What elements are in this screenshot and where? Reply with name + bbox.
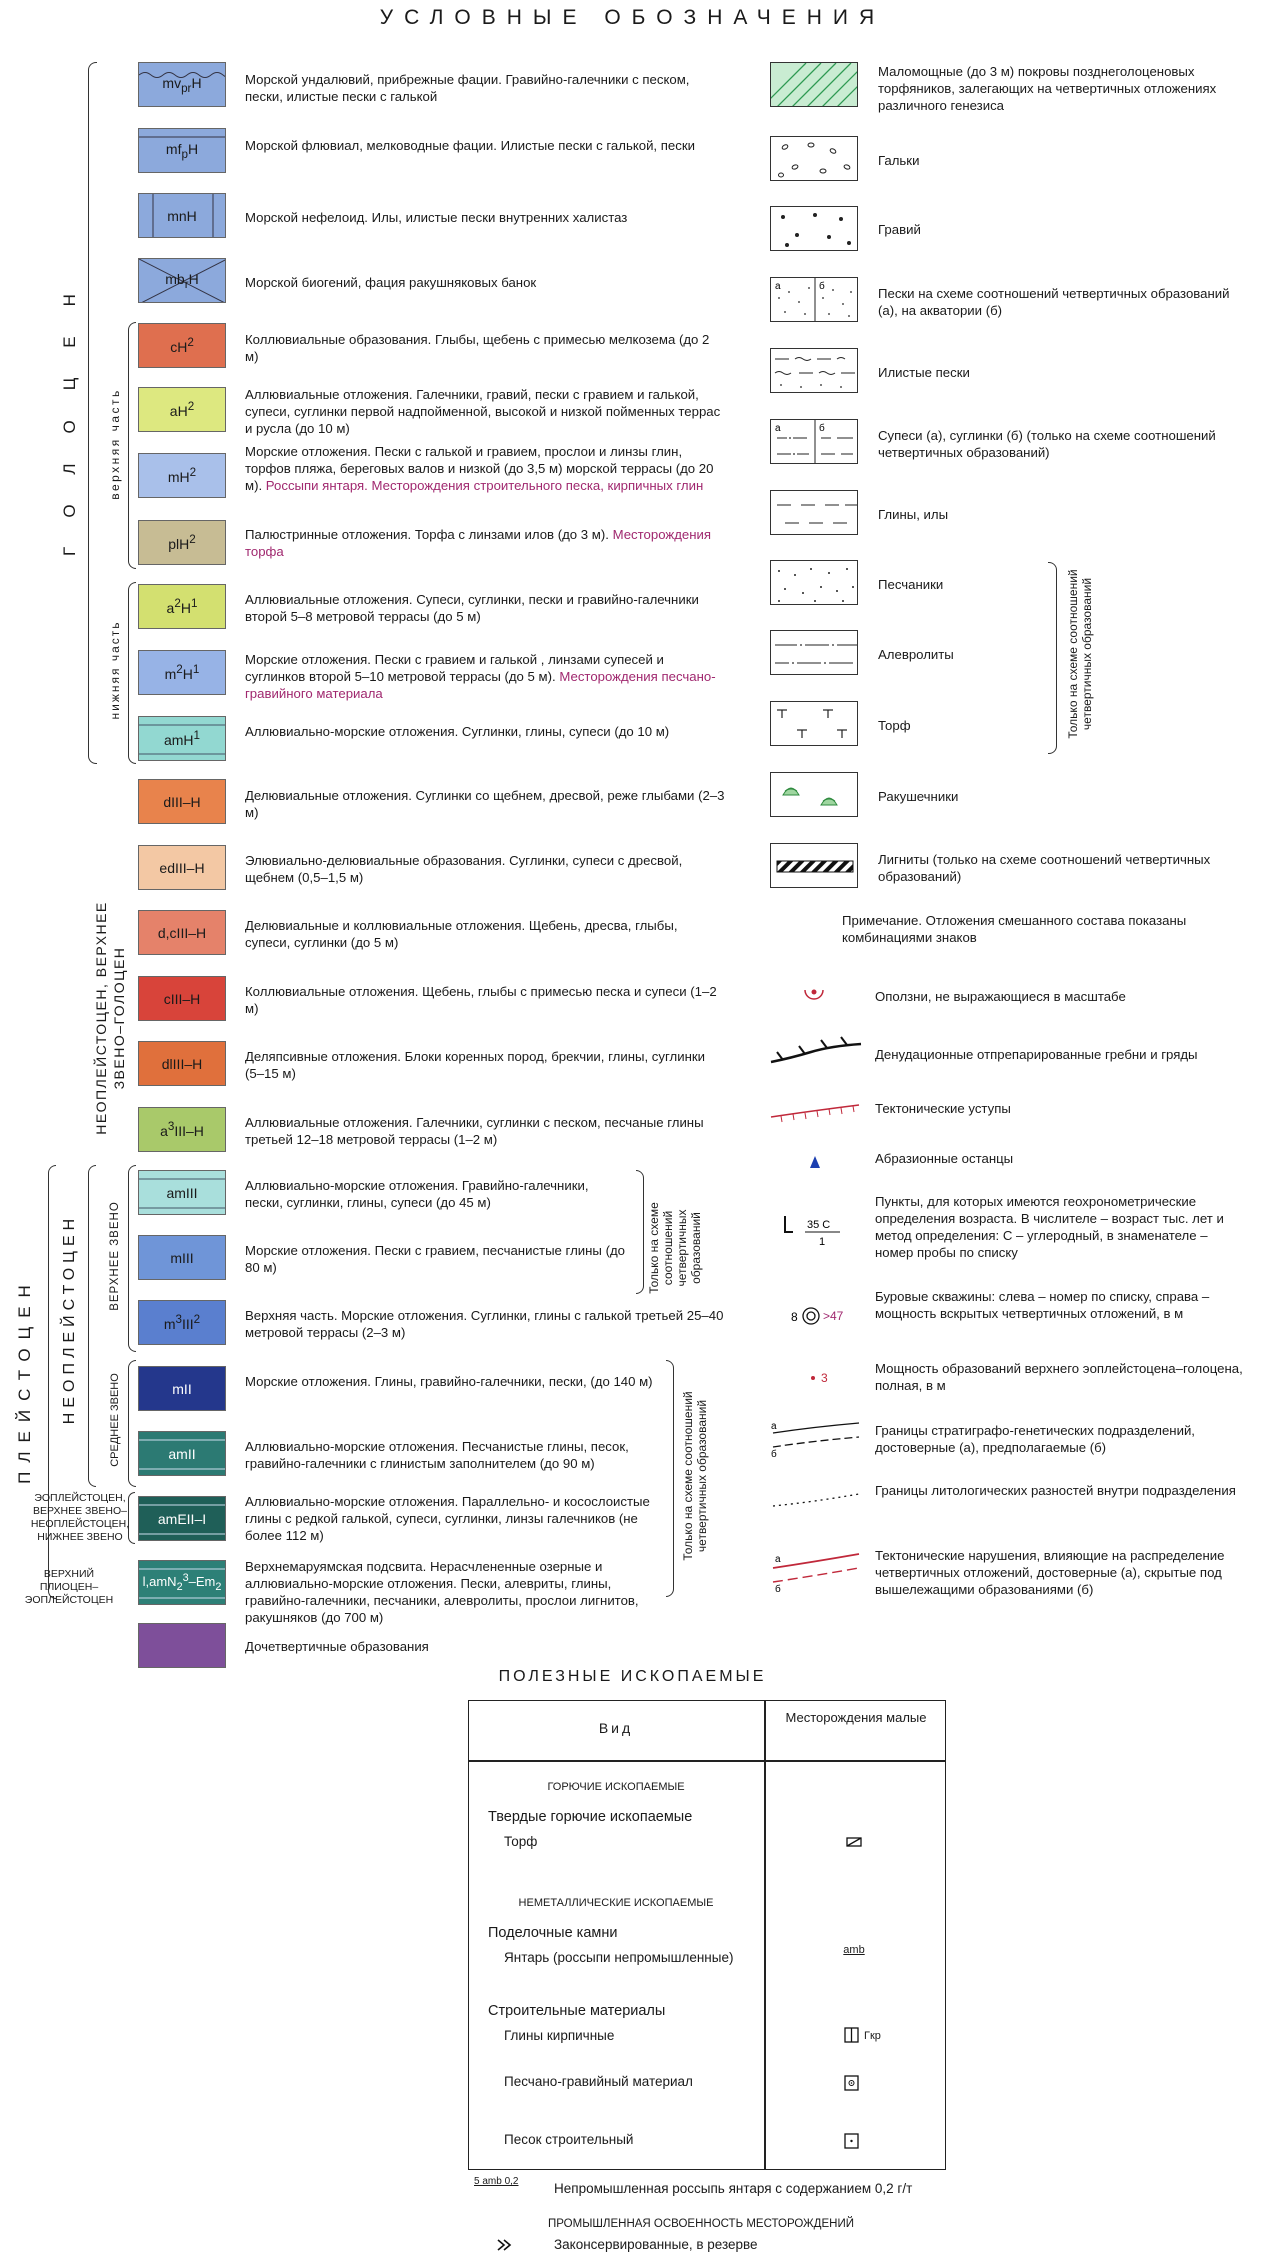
swatch-code: amIII	[166, 1184, 198, 1201]
swatch-code: plH$^2$	[168, 533, 196, 552]
desc-deluvial: Делювиальные отложения. Суглинки со щебнем, дресвой, реже глыбами (2–3 м)	[245, 788, 725, 820]
scheme-label-2-text: Только на схеме соотношений четвертичных образований	[681, 1391, 709, 1561]
sands-label-b: б	[819, 281, 825, 292]
swatch-code: mII	[172, 1380, 192, 1397]
holocene-bracket	[88, 62, 97, 764]
footnote-symbol: 5 amb 0,2	[474, 2176, 519, 2187]
geochron-point-icon	[765, 1210, 865, 1254]
swatch-marine-biogenic	[138, 258, 226, 303]
reserve-icon	[494, 2236, 514, 2254]
geochron-denominator: 1	[819, 1236, 826, 1248]
pleistocene-label: ПЛЕЙСТОЦЕН	[15, 1276, 34, 1484]
swatch-colluvial-iii	[138, 976, 226, 1021]
desc-thickness: Мощность образований верхнего эоплейстоцена–голоцена, полная, в м	[875, 1361, 1243, 1393]
pattern-sandstones	[770, 560, 858, 605]
swatch-code: cIII–H	[163, 990, 201, 1007]
desc-shell-rocks: Ракушечники	[878, 789, 959, 804]
scheme-label-2	[681, 1356, 709, 1596]
legend-title: УСЛОВНЫЕ ОБОЗНАЧЕНИЯ	[379, 6, 886, 29]
swatch-eluvial-deluvial	[138, 845, 226, 890]
lower-part-bracket	[128, 582, 136, 764]
desc-colluvial-h2: Коллювиальные образования. Глыбы, щебень с примесью мелкозема (до 2 м)	[245, 332, 710, 364]
thickness-value: 3	[821, 1371, 828, 1385]
swatch-alluvial-h2	[138, 387, 226, 432]
col-kind-header: Вид	[598, 1720, 634, 1736]
loam-label-b: б	[819, 423, 825, 434]
desc-marine-ii: Морские отложения. Глины, гравийно-галечники, пески, (до 140 м)	[245, 1374, 653, 1389]
item-solid-combustible: Твердые горючие ископаемые	[488, 1809, 693, 1825]
borehole-depth: >47	[823, 1309, 844, 1323]
swatch-alluvial-marine-h1	[138, 716, 226, 761]
swatch-marine-h1	[138, 650, 226, 695]
section-combustible: ГОРЮЧИЕ ИСКОПАЕМЫЕ	[547, 1781, 685, 1793]
upper-part-label: верхняя часть	[108, 388, 122, 500]
upper-part-bracket	[128, 322, 136, 569]
swatch-code: $cH^2$	[170, 336, 194, 355]
desc-marine-iii: Морские отложения. Пески с гравием, песчанистые глины (до 80 м)	[245, 1243, 625, 1275]
reserve-text: Законсервированные, в резерве	[554, 2237, 758, 2252]
swatch-colluvial-h2	[138, 323, 226, 368]
desc-marine-biogenic: Морской биогений, фация ракушняковых банок	[245, 275, 537, 290]
litho-boundary-icon	[765, 1480, 865, 1520]
desc-litho-boundary: Границы литологических разностей внутри подразделения	[875, 1483, 1236, 1498]
scheme-bracket-2	[666, 1360, 674, 1597]
swatch-code: amH$^1$	[163, 729, 201, 748]
pattern-pebbles	[770, 136, 858, 181]
upper-link-bracket	[128, 1165, 136, 1352]
swatch-code: $mv_{pr}H$	[162, 74, 202, 95]
brick-clay-deposit-label: Гкр	[864, 2030, 881, 2042]
geochron-numerator: 35 С	[807, 1219, 831, 1231]
industrial-title: ПРОМЫШЛЕННАЯ ОСВОЕННОСТЬ МЕСТОРОЖДЕНИЙ	[548, 2218, 854, 2230]
desc-marine-h1: Морские отложения. Пески с гравием и галькой , линзами супесей и суглинков второй 5–10 метровой террасы (до 5 м). Месторождения песчано-гравийного материала	[245, 652, 716, 701]
footnote-text: Непромышленная россыпь янтаря с содержанием 0,2 г/т	[554, 2181, 913, 2196]
upper-pliocene-label: ВЕРХНИЙ ПЛИОЦЕН– ЭОПЛЕЙСТОЦЕН	[24, 1568, 114, 1606]
item-peat: Торф	[504, 1834, 538, 1849]
landslide-icon	[765, 980, 865, 1020]
swatch-alluvial-marine-eopleist	[138, 1496, 226, 1541]
pattern-gravel	[770, 206, 858, 251]
desc-peat-cover: Маломощные (до 3 м) покровы позднеголоценовых торфяников, залегающих на четвертичных отложениях различного генезиса	[878, 64, 1217, 113]
swatch-code: $mb_rH$	[165, 270, 199, 291]
neopleist-upper-holocene-text: НЕОПЛЕЙСТОЦЕН, ВЕРХНЕЕ ЗВЕНО–ГОЛОЦЕН	[93, 901, 127, 1135]
desc-sandstones: Песчаники	[878, 577, 944, 592]
minerals-title: ПОЛЕЗНЫЕ ИСКОПАЕМЫЕ	[498, 1668, 767, 1685]
sand-gravel-deposit-icon	[842, 2072, 862, 2094]
swatch-marine-undalluvium	[138, 62, 226, 107]
swatch-code: d,cIII–H	[157, 924, 207, 941]
swatch-marine-nepheloid	[138, 193, 226, 238]
desc-strat-boundary: Границы стратиграфо-генетических подразделений, достоверные (а), предполагаемые (б)	[875, 1423, 1195, 1455]
desc-marine-undalluvium: Морской ундалювий, прибрежные фации. Гравийно-галечники с песком, пески, илистые пески с галькой	[245, 72, 690, 104]
swatch-marine-ii	[138, 1366, 226, 1411]
swatch-code: amEII–I	[157, 1510, 207, 1527]
strat-boundary-icon	[765, 1415, 865, 1459]
desc-borehole: Буровые скважины: слева – номер по списку, справа – мощность вскрытых четвертичных отложений, в м	[875, 1289, 1210, 1321]
swatch-marine-fluvial	[138, 128, 226, 173]
swatch-code: amII	[168, 1445, 196, 1462]
desc-alluvial-marine-eopleist: Аллювиально-морские отложения. Параллельно- и косослоистые глины с редкой галькой, супеси, суглинки, линзы галечников (не более 112 м)	[245, 1494, 650, 1543]
desc-sands: Пески на схеме соотношений четвертичных образований (а), на акватории (б)	[878, 286, 1230, 318]
middle-link-label: СРЕДНЕЕ ЗВЕНО	[109, 1373, 121, 1467]
strat-boundary-label-b: б	[771, 1449, 777, 1459]
swatch-code: edIII–H	[159, 859, 205, 876]
desc-gravel: Гравий	[878, 222, 921, 237]
pattern-peat	[770, 701, 858, 746]
desc-alluvial-h1: Аллювиальные отложения. Супеси, суглинки, пески и гравийно-галечники второй 5–8 метровой террасы (до 5 м)	[245, 592, 699, 624]
borehole-icon	[765, 1296, 865, 1336]
swatch-alluvial-iii	[138, 1107, 226, 1152]
desc-peat: Торф	[878, 718, 911, 733]
desc-tectonic-fault: Тектонические нарушения, влияющие на распределение четвертичных отложений, достоверные (а), скрытые под вышележащими образованиями (б)	[875, 1548, 1225, 1597]
desc-clays: Глины, илы	[878, 507, 949, 522]
item-construction-materials: Строительные материалы	[488, 2003, 666, 2019]
swatch-pre-quaternary	[138, 1623, 226, 1668]
borehole-number: 8	[791, 1310, 798, 1324]
desc-palustrine-h2: Палюстринные отложения. Торфа с линзами илов (до 3 м). Месторождения торфа	[245, 527, 712, 559]
pattern-silty-sands	[770, 348, 858, 393]
desc-geochron-point: Пункты, для которых имеются геохронометрические определения возраста. В числителе – возраст тыс. лет и метод определения: С – углеродный, в знаменателе – номер пробы по списку	[875, 1194, 1224, 1260]
amber-deposit-icon: amb	[843, 1944, 865, 1956]
swatch-delapsive	[138, 1041, 226, 1086]
neopleist-upper-holocene-label	[92, 868, 128, 1168]
desc-lignites: Лигниты (только на схеме соотношений четвертичных образований)	[878, 852, 1211, 884]
eopleist-label: ЭОПЛЕЙСТОЦЕН, ВЕРХНЕЕ ЗВЕНО– НЕОПЛЕЙСТОЦЕН, НИЖНЕЕ ЗВЕНО	[30, 1492, 130, 1543]
desc-upper-maruyama: Верхнемаруямская подсвита. Нерасчлененные озерные и аллювиально-морские отложения. Пески, алевриты, глины, гравийно-галечники, песчаники, алевролиты, прослои лигнитов, ракушняков (до 700 м)	[245, 1559, 639, 1625]
loam-label-a: а	[775, 423, 781, 434]
upper-link-label: ВЕРХНЕЕ ЗВЕНО	[109, 1201, 121, 1311]
desc-alluvial-iii: Аллювиальные отложения. Галечники, суглинки с песком, песчаные глины третьей 12–18 метровой террасы (1–2 м)	[245, 1115, 704, 1147]
desc-eluvial-deluvial: Элювиально-делювиальные образования. Суглинки, супеси с дресвой, щебнем (0,5–1,5 м)	[245, 853, 683, 885]
scheme-label-1-text: Только на схеме соотношений четвертичных образований	[647, 1202, 703, 1294]
section-nonmetallic: НЕМЕТАЛЛИЧЕСКИЕ ИСКОПАЕМЫЕ	[518, 1897, 714, 1909]
scheme-bracket-1	[636, 1170, 644, 1294]
desc-siltstones: Алевролиты	[878, 647, 954, 662]
peat-deposit-icon	[840, 1832, 870, 1852]
desc-landslide: Оползни, не выражающиеся в масштабе	[875, 989, 1126, 1004]
item-amber: Янтарь (россыпи непромышленные)	[504, 1950, 734, 1965]
right-scheme-bracket	[1048, 562, 1057, 754]
desc-tectonic-scarp: Тектонические уступы	[875, 1101, 1011, 1116]
swatch-code: mIII	[170, 1249, 194, 1266]
swatch-palustrine-h2	[138, 520, 226, 565]
swatch-code: $m^3III^2$	[163, 1313, 201, 1332]
swatch-code: $a^3III-H$	[160, 1120, 204, 1139]
desc-ridge: Денудационные отпрепарированные гребни и гряды	[875, 1047, 1198, 1062]
swatch-marine-h2	[138, 453, 226, 498]
neopleistocene-bracket	[88, 1165, 96, 1487]
desc-marine-iii-upper: Верхняя часть. Морские отложения. Суглинки, глины с галькой третьей 25–40 метровой террасы (2–3 м)	[245, 1308, 724, 1340]
scheme-label-1	[647, 1183, 703, 1313]
desc-marine-fluvial: Морской флювиал, мелководные фации. Илистые пески с галькой, пески	[245, 138, 695, 153]
swatch-code: $aH^2$	[169, 400, 195, 419]
item-sand-gravel: Песчано-гравийный материал	[504, 2074, 693, 2089]
desc-alluvial-marine-ii: Аллювиально-морские отложения. Песчанистые глины, песок, гравийно-галечники с глинистым заполнителем (до 90 м)	[245, 1439, 629, 1471]
swatch-code: $mf_pH$	[165, 140, 199, 161]
abrasion-remnant-icon	[765, 1148, 865, 1188]
construction-sand-deposit-icon	[842, 2130, 862, 2152]
swatch-code: $mH^2$	[167, 466, 197, 485]
swatch-code: $a^2H^1$	[166, 597, 198, 616]
swatch-code: $l,amN_2^3-Em_2$	[142, 1572, 222, 1593]
minerals-table-divider	[764, 1700, 766, 2170]
brick-clay-deposit-icon	[842, 2024, 862, 2046]
desc-colluvial-iii: Коллювиальные отложения. Щебень, глыбы с примесью песка и супеси (1–2 м)	[245, 984, 717, 1016]
swatch-code: dIII–H	[163, 793, 201, 810]
tectonic-scarp-icon	[765, 1093, 865, 1133]
desc-marine-h2: Морские отложения. Пески с галькой и гравием, прослои и линзы глин, торфов пляжа, береговых валов и низкой (до 3,5 м) морской террасы (до 20 м). Россыпи янтаря. Месторождения строительного песка, кирпичных глин	[245, 444, 714, 493]
lower-part-label: нижняя часть	[108, 620, 122, 720]
desc-alluvial-marine-iii: Аллювиально-морские отложения. Гравийно-галечники, пески, суглинки, глины, супеси (до 45 м)	[245, 1178, 589, 1210]
minerals-table-header-line	[468, 1760, 946, 1762]
desc-alluvial-marine-h1: Аллювиально-морские отложения. Суглинки, глины, супеси (до 10 м)	[245, 724, 670, 739]
pattern-lignites	[770, 843, 858, 888]
swatch-alluvial-marine-iii	[138, 1170, 226, 1215]
swatch-code: mnH	[167, 207, 197, 224]
desc-alluvial-h2: Аллювиальные отложения. Галечники, гравий, пески с гравием и галькой, супеси, суглинки первой надпойменной, высокой и низкой пойменных террас и русла (до 10 м)	[245, 387, 721, 436]
item-ornamental-stones: Поделочные камни	[488, 1925, 618, 1941]
item-construction-sand: Песок строительный	[504, 2132, 634, 2147]
desc-silty-sands: Илистые пески	[878, 365, 970, 380]
ridge-icon	[765, 1036, 865, 1076]
pattern-shell-rocks	[770, 772, 858, 817]
swatch-code: dlIII–H	[161, 1055, 203, 1072]
swatch-alluvial-marine-ii	[138, 1431, 226, 1476]
swatch-upper-maruyama	[138, 1560, 226, 1605]
note: Примечание. Отложения смешанного состава показаны комбинациями знаков	[842, 913, 1187, 945]
swatch-deluvial-colluvial	[138, 910, 226, 955]
item-brick-clays: Глины кирпичные	[504, 2028, 615, 2043]
swatch-marine-iii	[138, 1235, 226, 1280]
swatch-code: $m^2H^1$	[164, 663, 200, 682]
desc-pebbles: Гальки	[878, 153, 920, 168]
neopleistocene-label: НЕОПЛЕЙСТОЦЕН	[61, 1213, 78, 1425]
fault-label-b: б	[775, 1584, 781, 1594]
pattern-sands	[770, 277, 858, 322]
thickness-icon	[765, 1358, 865, 1398]
holocene-label: ГОЛОЦЕН	[60, 264, 79, 556]
fault-label-a: а	[775, 1554, 781, 1565]
sands-label-a: а	[775, 281, 781, 292]
pattern-siltstones	[770, 630, 858, 675]
col-deposits-header: Месторождения малые	[785, 1710, 927, 1725]
tectonic-fault-icon	[765, 1546, 865, 1594]
desc-sandy-loam: Супеси (а), суглинки (б) (только на схеме соотношений четвертичных образований)	[878, 428, 1216, 460]
strat-boundary-label-a: а	[771, 1421, 777, 1432]
middle-link-bracket	[128, 1360, 136, 1487]
right-scheme-label	[1066, 564, 1094, 744]
swatch-alluvial-h1	[138, 584, 226, 629]
desc-delapsive: Деляпсивные отложения. Блоки коренных пород, брекчии, глины, суглинки (5–15 м)	[245, 1049, 705, 1081]
right-scheme-label-text: Только на схеме соотношений четвертичных образований	[1066, 569, 1094, 739]
swatch-deluvial	[138, 779, 226, 824]
desc-pre-quaternary: Дочетвертичные образования	[245, 1639, 429, 1654]
desc-marine-nepheloid: Морской нефелоид. Илы, илистые пески внутренних халистаз	[245, 210, 628, 225]
desc-abrasion-remnant: Абразионные останцы	[875, 1151, 1014, 1166]
pattern-clays	[770, 490, 858, 535]
pattern-sandy-loam	[770, 419, 858, 464]
desc-deluvial-colluvial: Делювиальные и коллювиальные отложения. Щебень, дресва, глыбы, супеси, суглинки (до 5 м)	[245, 918, 678, 950]
pattern-peat-cover	[770, 62, 858, 107]
swatch-marine-iii-upper	[138, 1300, 226, 1345]
